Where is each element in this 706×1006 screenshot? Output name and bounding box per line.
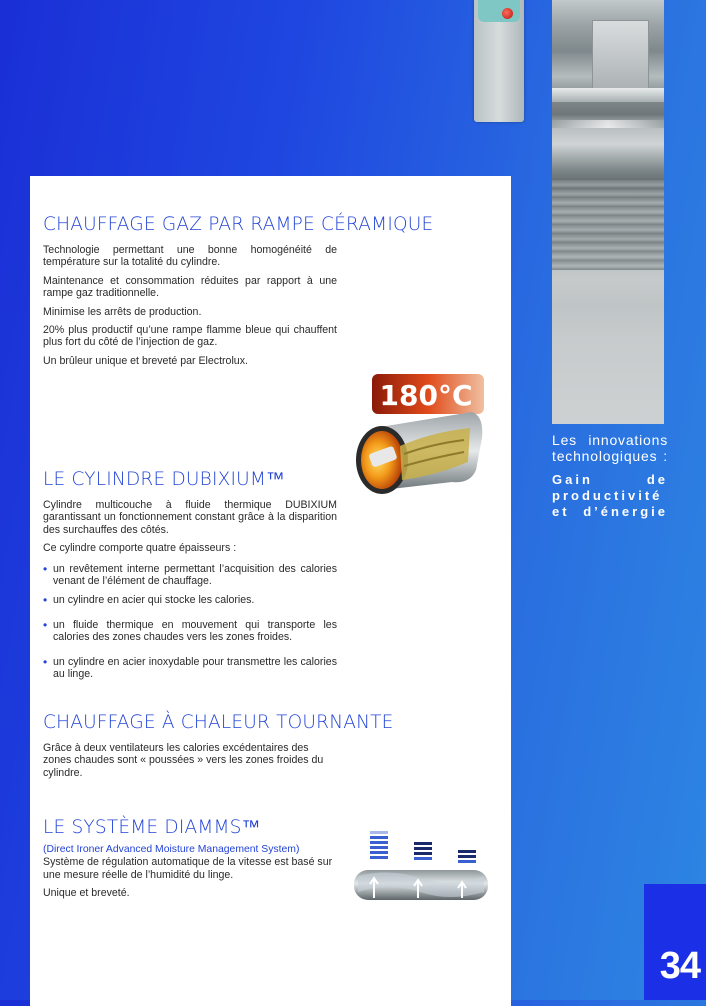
heated-cylinder-illustration xyxy=(352,366,487,501)
temperature-label: 180°C xyxy=(379,379,473,412)
list-item: • un fluide thermique en mouvement qui transporte les calories des zones chaudes vers les zones froides. xyxy=(43,619,337,644)
tagline-bold-line: et d’énergie xyxy=(552,504,668,519)
paragraph: Un brûleur unique et breveté par Electrolux. xyxy=(43,354,248,367)
section-gaz xyxy=(43,214,434,373)
paragraph: Maintenance et consommation réduites par rapport à une rampe gaz traditionnelle. xyxy=(43,274,337,300)
paragraph: Ce cylindre comporte quatre épaisseurs : xyxy=(43,542,237,555)
paragraph: Technologie permettant une bonne homogénéité de température sur la totalité du cylindre. xyxy=(43,244,337,269)
section-tournante xyxy=(43,712,394,785)
section-title: LE CYLINDRE DUBIXIUM™ xyxy=(43,469,285,490)
sidebar-tagline xyxy=(552,432,668,520)
section-title: CHAUFFAGE À CHALEUR TOURNANTE xyxy=(43,712,394,733)
diamms-rollers-illustration xyxy=(350,822,492,912)
emergency-stop-icon xyxy=(502,8,513,19)
section-title: CHAUFFAGE GAZ PAR RAMPE CÉRAMIQUE xyxy=(43,214,434,235)
page-number: 34 xyxy=(659,945,700,987)
subtitle: (Direct Ironer Advanced Moisture Management System) xyxy=(43,844,300,855)
content-card xyxy=(30,176,511,1006)
tagline-line: Les innovations xyxy=(552,432,668,448)
tagline-line: technologiques : xyxy=(552,448,668,464)
layer-list xyxy=(43,563,337,681)
list-item: • un cylindre en acier inoxydable pour transmettre les calories au linge. xyxy=(43,656,337,681)
paragraph: Grâce à deux ventilateurs les calories excédentaires des zones chaudes sont « poussées » vers les zones froides du cylindre. xyxy=(43,742,324,779)
list-item: • un cylindre en acier qui stocke les calories. xyxy=(43,594,337,606)
section-diamms xyxy=(43,816,337,906)
page-number-tab xyxy=(644,884,706,1000)
paragraph: Unique et breveté. xyxy=(43,887,130,900)
list-item: • un revêtement interne permettant l’acquisition des calories venant de l’élément de chauffage. xyxy=(43,563,337,588)
tagline-bold-line: Gain de xyxy=(552,472,668,487)
tagline-bold-line: productivité xyxy=(552,488,663,503)
section-title: LE SYSTÈME DIAMMS™ xyxy=(43,817,261,838)
paragraph: Système de régulation automatique de la vitesse est basé sur une mesure réelle de l’humidité du linge. xyxy=(43,856,333,881)
machine-control-panel-image xyxy=(474,0,524,122)
paragraph: 20% plus productif qu’une rampe flamme bleue qui chauffent plus fort du côté de l’injection de gaz. xyxy=(43,324,337,349)
paragraph: Cylindre multicouche à fluide thermique DUBIXIUM garantissant un fonctionnement constant grâce à la disparition des surchauffes des côtés. xyxy=(43,499,337,536)
section-dubixium xyxy=(43,468,337,692)
paragraph: Minimise les arrêts de production. xyxy=(43,305,202,318)
ironer-photo xyxy=(552,0,664,424)
